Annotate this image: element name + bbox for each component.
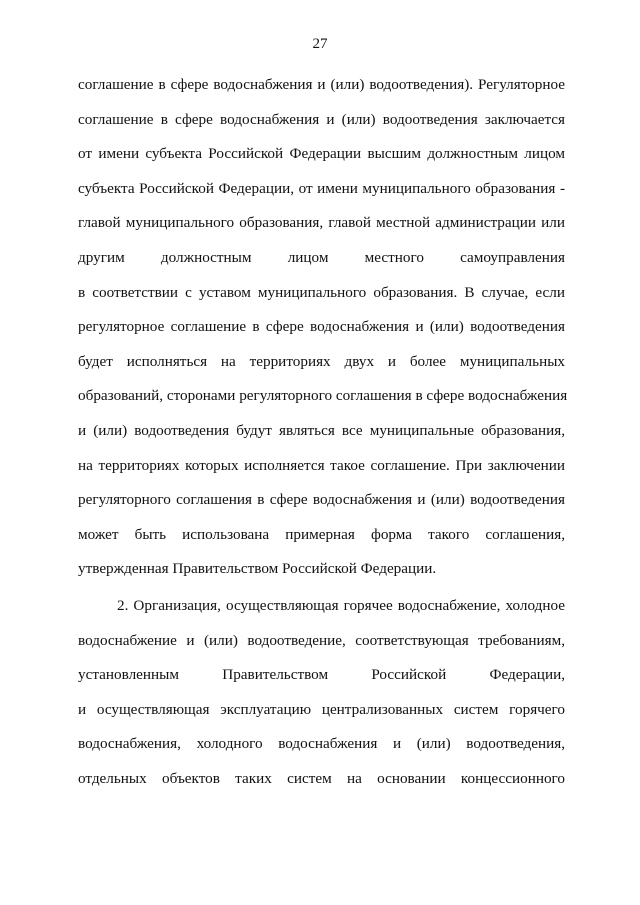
text-line: от имени субъекта Российской Федерации высшим должностным лицом — [78, 145, 565, 163]
text-line: другим должностным лицом местного самоуправления — [78, 248, 565, 266]
document-body — [78, 72, 568, 800]
text-line: отдельных объектов таких систем на основании концессионного — [78, 769, 565, 787]
text-line: соглашение в сфере водоснабжения и (или) водоотведения заключается — [78, 110, 565, 128]
text-line: 2. Организация, осуществляющая горячее водоснабжение, холодное — [117, 596, 565, 614]
text-line: и (или) водоотведения будут являться все муниципальные образования, — [78, 421, 565, 439]
text-line: субъекта Российской Федерации, от имени муниципального образования - — [78, 179, 565, 197]
text-line: регуляторного соглашения в сфере водоснабжения и (или) водоотведения — [78, 491, 565, 509]
paragraph — [78, 72, 568, 591]
text-line: регуляторное соглашение в сфере водоснабжения и (или) водоотведения — [78, 318, 565, 336]
text-line: в соответствии с уставом муниципального образования. В случае, если — [78, 283, 565, 301]
text-line: образований, сторонами регуляторного соглашения в сфере водоснабжения — [78, 387, 568, 405]
text-line: установленным Правительством Российской Федерации, — [78, 666, 565, 684]
paragraph — [78, 593, 565, 801]
text-line: может быть использована примерная форма такого соглашения, — [78, 525, 565, 543]
text-line: будет исполняться на территориях двух и более муниципальных — [78, 352, 565, 370]
text-line: и осуществляющая эксплуатацию централизованных систем горячего — [78, 700, 565, 718]
page-number: 27 — [312, 36, 328, 52]
text-line: главой муниципального образования, главой местной администрации или — [78, 214, 565, 232]
text-line: водоснабжения, холодного водоснабжения и (или) водоотведения, — [78, 735, 565, 753]
text-line: утвержденная Правительством Российской Федерации. — [78, 560, 437, 578]
text-line: соглашение в сфере водоснабжения и (или) водоотведения). Регуляторное — [78, 76, 565, 93]
text-line: на территориях которых исполняется такое соглашение. При заключении — [78, 456, 565, 474]
text-line: водоснабжение и (или) водоотведение, соответствующая требованиям, — [78, 631, 565, 649]
